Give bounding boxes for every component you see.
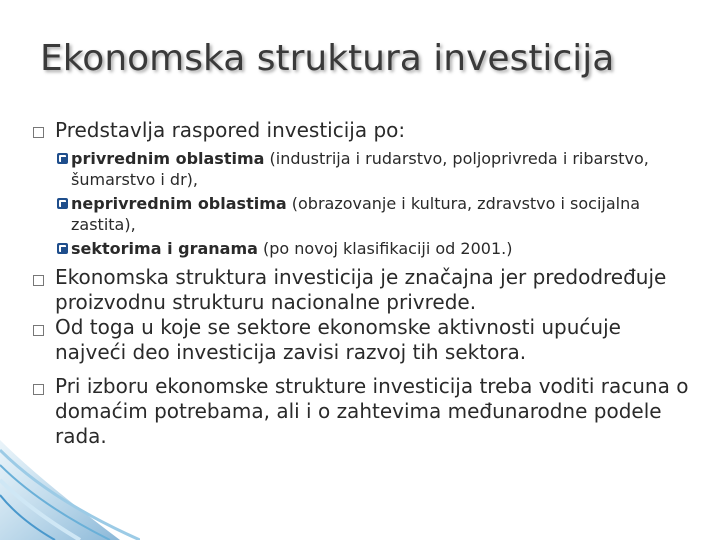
- bullet-text: Pri izboru ekonomske strukture investicija treba voditi racuna o domaćim potrebama, ali i o zahtevima međunarodne podele rada.: [55, 374, 689, 448]
- subbullet-bold: sektorima i granama: [71, 239, 258, 258]
- corner-decoration: [0, 430, 140, 540]
- subbullet-rest: (obrazovanje i kultura, zdravstvo i socijalna zastita),: [71, 194, 641, 234]
- checkbox-bullet-icon: [57, 198, 68, 209]
- subbullet-rest: (industrija i rudarstvo, poljoprivreda i ribarstvo, šumarstvo i dr),: [71, 149, 649, 189]
- bullet-text: Ekonomska struktura investicija je značajna jer predodređuje proizvodnu strukturu nacionalne privrede.: [55, 265, 667, 314]
- bullet-text: Predstavlja raspored investicija po:: [55, 118, 406, 142]
- subbullet-text: [71, 193, 681, 235]
- slide-title: Ekonomska struktura investicija: [40, 38, 615, 79]
- subbullet-text: [71, 148, 681, 190]
- subbullet-rest: (po novoj klasifikaciji od 2001.): [257, 239, 513, 258]
- bullet-box-icon: [33, 275, 44, 286]
- subbullet-bold: neprivrednim oblastima: [71, 194, 287, 213]
- bullet-text: Od toga u koje se sektore ekonomske aktivnosti upućuje najveći deo investicija zavisi razvoj tih sektora.: [55, 315, 621, 364]
- checkbox-bullet-icon: [57, 243, 68, 254]
- subbullet-bold: privrednim oblastima: [71, 149, 265, 168]
- bullet-box-icon: [33, 325, 44, 336]
- bullet-box-icon: [33, 127, 44, 138]
- bullet-box-icon: [33, 384, 44, 395]
- subbullet-text: [71, 238, 681, 259]
- checkbox-bullet-icon: [57, 153, 68, 164]
